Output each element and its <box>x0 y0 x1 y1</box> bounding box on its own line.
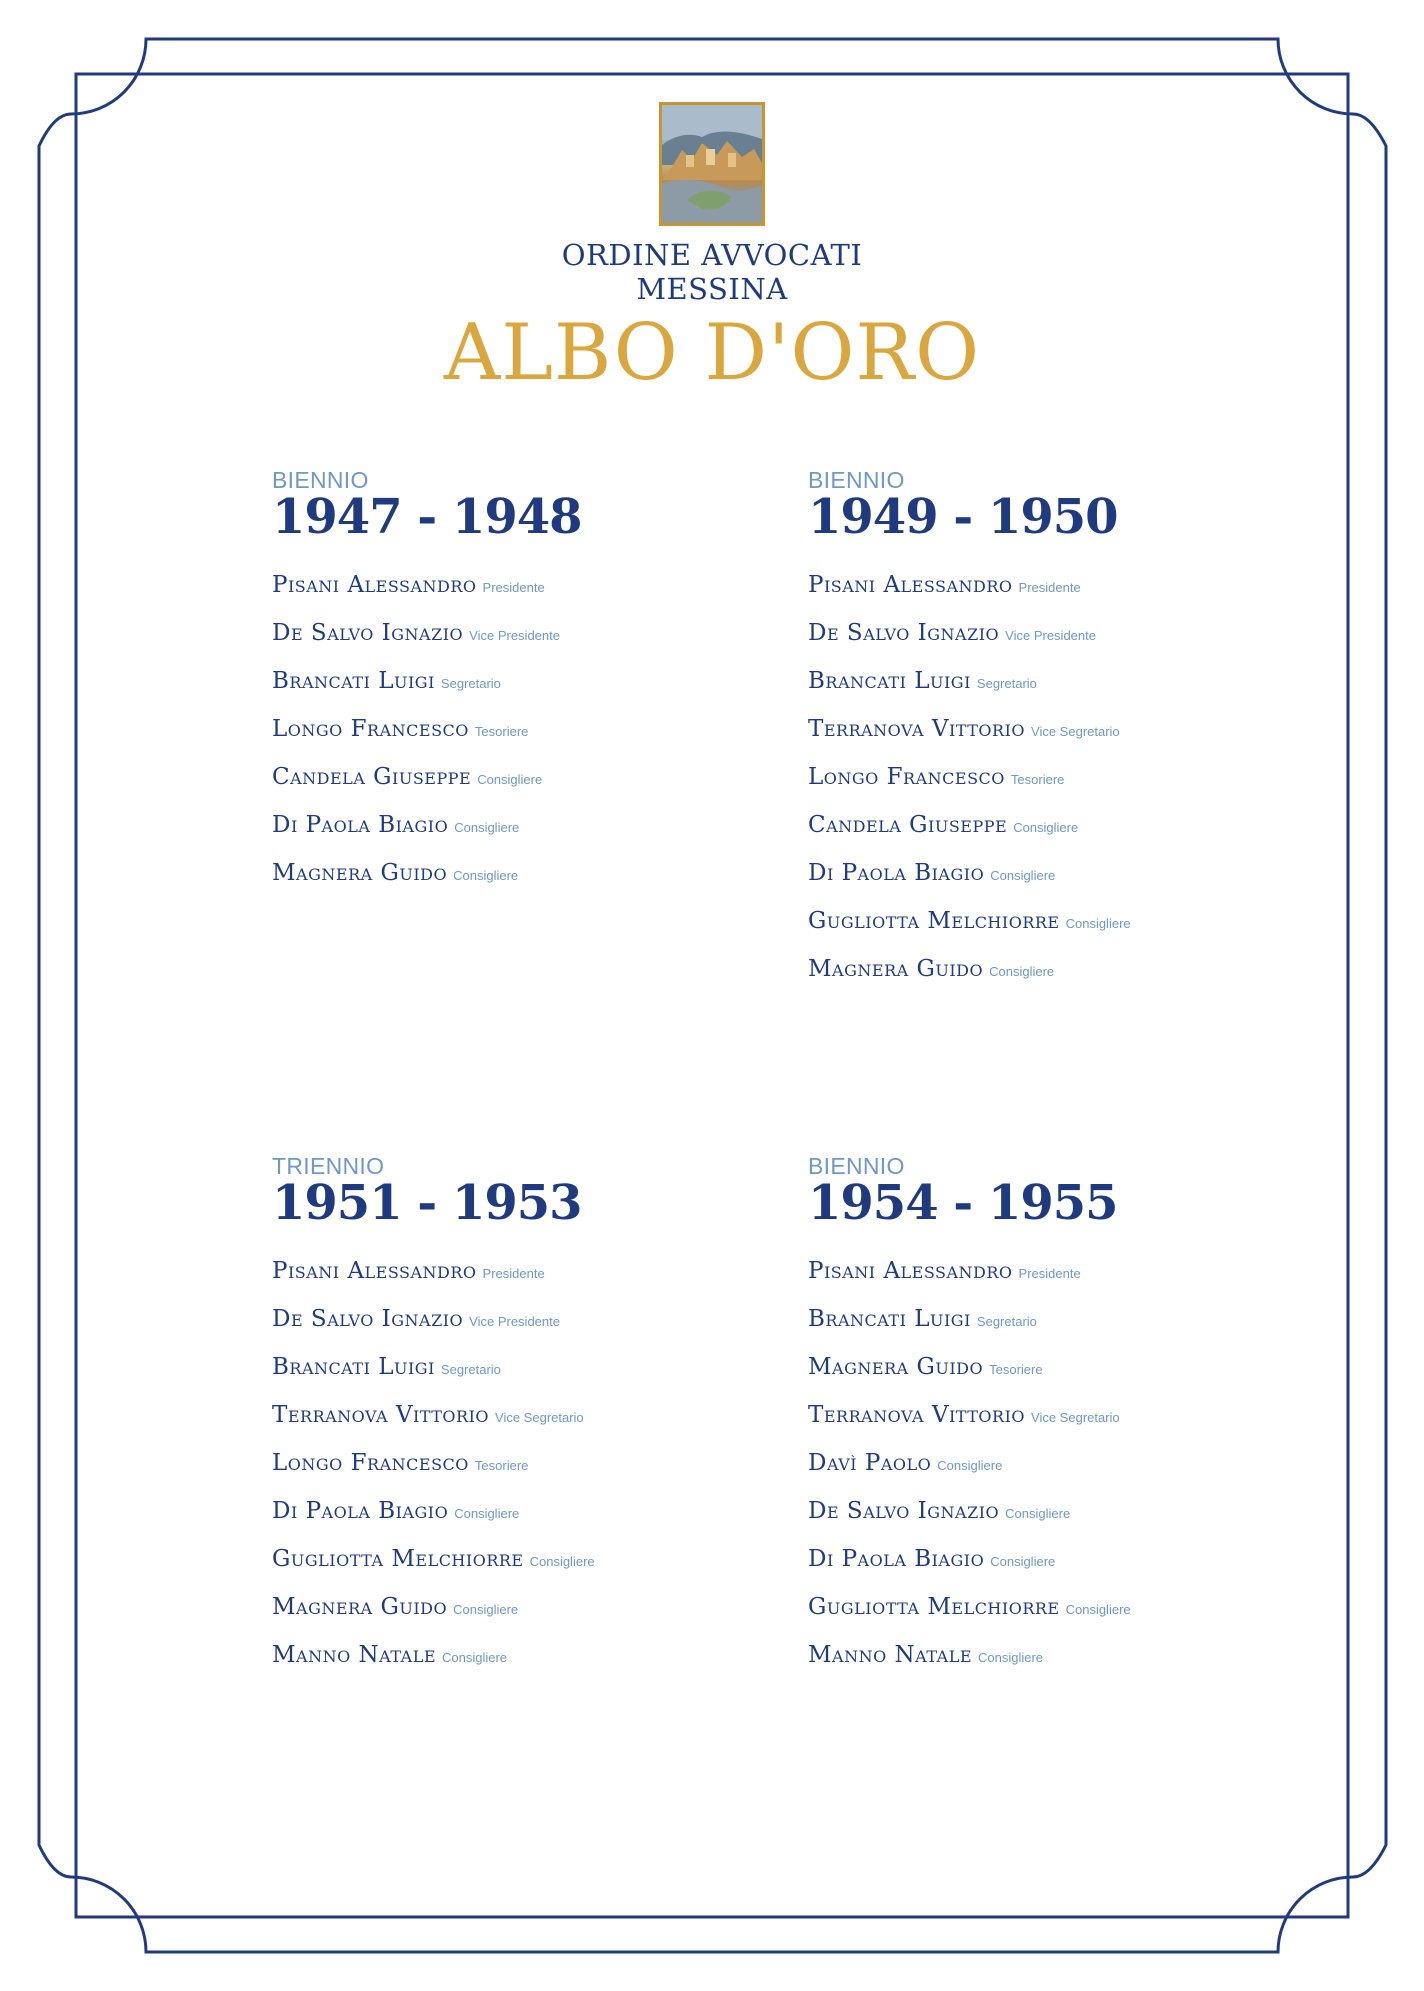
member-name: Brancati Luigi <box>272 668 435 694</box>
member-row <box>808 897 1288 945</box>
member-name: Terranova Vittorio <box>808 1402 1026 1428</box>
member-row <box>272 1343 752 1391</box>
member-row <box>808 609 1288 657</box>
member-name: Gugliotta Melchiorre <box>808 1594 1060 1620</box>
member-row <box>808 1295 1288 1343</box>
member-row <box>808 1247 1288 1295</box>
org-name-line1: ORDINE AVVOCATI <box>561 238 863 272</box>
member-role: Consigliere <box>454 820 520 835</box>
member-row <box>808 801 1288 849</box>
member-row <box>272 1295 752 1343</box>
member-role: Vice Presidente <box>469 1314 560 1329</box>
member-role: Consigliere <box>1005 1506 1071 1521</box>
member-name: Brancati Luigi <box>808 1306 971 1332</box>
member-row <box>808 1439 1288 1487</box>
member-role: Consigliere <box>453 868 519 883</box>
member-role: Segretario <box>976 1314 1037 1329</box>
member-name: Davì Paolo <box>808 1450 932 1476</box>
member-role: Vice Segretario <box>1031 1410 1120 1425</box>
page-title: ALBO D'ORO <box>443 308 981 398</box>
member-row <box>272 657 752 705</box>
member-name: Magnera Guido <box>808 1354 984 1380</box>
member-name: De Salvo Ignazio <box>808 1498 1000 1524</box>
member-row <box>272 1583 752 1631</box>
member-role: Vice Segretario <box>495 1410 584 1425</box>
member-name: Terranova Vittorio <box>272 1402 490 1428</box>
section-1949-1950 <box>808 467 1288 993</box>
section-years: 1949 - 1950 <box>808 489 1118 545</box>
member-role: Presidente <box>1018 580 1081 595</box>
member-role: Tesoriere <box>474 1458 529 1473</box>
member-row <box>808 1487 1288 1535</box>
member-name: Candela Giuseppe <box>272 764 472 790</box>
member-row <box>272 1391 752 1439</box>
member-row <box>272 753 752 801</box>
member-role: Tesoriere <box>989 1362 1043 1377</box>
member-role: Vice Presidente <box>1005 628 1096 643</box>
member-name: Di Paola Biagio <box>808 860 985 886</box>
member-role: Consigliere <box>937 1458 1003 1473</box>
member-role: Consigliere <box>477 772 543 787</box>
member-role: Consigliere <box>442 1650 508 1665</box>
member-row <box>808 753 1288 801</box>
member-role: Consigliere <box>1065 1602 1131 1617</box>
member-row <box>272 561 752 609</box>
member-role: Consigliere <box>989 964 1055 979</box>
member-name: Magnera Guido <box>808 956 984 982</box>
member-role: Consigliere <box>529 1554 595 1569</box>
member-name: Pisani Alessandro <box>808 1258 1013 1284</box>
member-role: Consigliere <box>978 1650 1044 1665</box>
member-name: De Salvo Ignazio <box>272 1306 464 1332</box>
member-row <box>808 1391 1288 1439</box>
member-role: Consigliere <box>990 868 1056 883</box>
member-row <box>808 1631 1288 1679</box>
member-role: Consigliere <box>990 1554 1056 1569</box>
member-row <box>272 1631 752 1679</box>
member-row <box>272 1247 752 1295</box>
member-name: Magnera Guido <box>272 1594 448 1620</box>
member-name: Candela Giuseppe <box>808 812 1008 838</box>
member-row <box>272 1439 752 1487</box>
member-role: Consigliere <box>453 1602 519 1617</box>
member-name: Manno Natale <box>272 1642 436 1668</box>
member-name: Di Paola Biagio <box>272 1498 449 1524</box>
member-role: Segretario <box>440 1362 501 1377</box>
member-row <box>808 849 1288 897</box>
member-row <box>272 609 752 657</box>
member-name: Longo Francesco <box>808 764 1005 790</box>
member-name: Brancati Luigi <box>272 1354 435 1380</box>
member-row <box>808 1535 1288 1583</box>
member-role: Tesoriere <box>1010 772 1065 787</box>
member-name: Di Paola Biagio <box>808 1546 985 1572</box>
section-years: 1951 - 1953 <box>272 1175 582 1231</box>
member-row <box>272 1487 752 1535</box>
member-role: Vice Segretario <box>1031 724 1120 739</box>
section-kind: BIENNIO <box>808 467 905 493</box>
member-row <box>808 1343 1288 1391</box>
member-role: Presidente <box>1018 1266 1081 1281</box>
member-name: Manno Natale <box>808 1642 972 1668</box>
member-row <box>272 801 752 849</box>
member-row <box>808 705 1288 753</box>
member-role: Vice Presidente <box>469 628 560 643</box>
member-role: Presidente <box>482 1266 545 1281</box>
member-name: Longo Francesco <box>272 1450 469 1476</box>
member-row <box>272 849 752 897</box>
section-1951-1953 <box>272 1153 752 1679</box>
member-name: Pisani Alessandro <box>272 1258 477 1284</box>
member-name: Longo Francesco <box>272 716 469 742</box>
member-row <box>272 705 752 753</box>
member-row <box>808 1583 1288 1631</box>
member-name: Gugliotta Melchiorre <box>272 1546 524 1572</box>
section-kind: BIENNIO <box>272 467 369 493</box>
member-name: Magnera Guido <box>272 860 448 886</box>
member-row <box>808 561 1288 609</box>
member-name: Gugliotta Melchiorre <box>808 908 1060 934</box>
member-name: Terranova Vittorio <box>808 716 1026 742</box>
section-1947-1948 <box>272 467 752 897</box>
member-role: Presidente <box>482 580 545 595</box>
member-role: Segretario <box>440 676 501 691</box>
org-name-line2: MESSINA <box>636 272 788 306</box>
member-row <box>808 657 1288 705</box>
member-name: De Salvo Ignazio <box>272 620 464 646</box>
member-role: Tesoriere <box>474 724 529 739</box>
member-name: Brancati Luigi <box>808 668 971 694</box>
member-name: Di Paola Biagio <box>272 812 449 838</box>
member-name: Pisani Alessandro <box>808 572 1013 598</box>
member-role: Consigliere <box>1065 916 1131 931</box>
section-kind: BIENNIO <box>808 1153 905 1179</box>
section-years: 1947 - 1948 <box>272 489 582 545</box>
section-years: 1954 - 1955 <box>808 1175 1118 1231</box>
member-role: Consigliere <box>454 1506 520 1521</box>
member-row <box>272 1535 752 1583</box>
section-1954-1955 <box>808 1153 1288 1679</box>
coat-of-arms-logo <box>659 102 765 226</box>
member-name: Pisani Alessandro <box>272 572 477 598</box>
section-kind: TRIENNIO <box>272 1153 385 1179</box>
member-role: Segretario <box>976 676 1037 691</box>
member-row <box>808 945 1288 993</box>
member-role: Consigliere <box>1013 820 1079 835</box>
member-name: De Salvo Ignazio <box>808 620 1000 646</box>
